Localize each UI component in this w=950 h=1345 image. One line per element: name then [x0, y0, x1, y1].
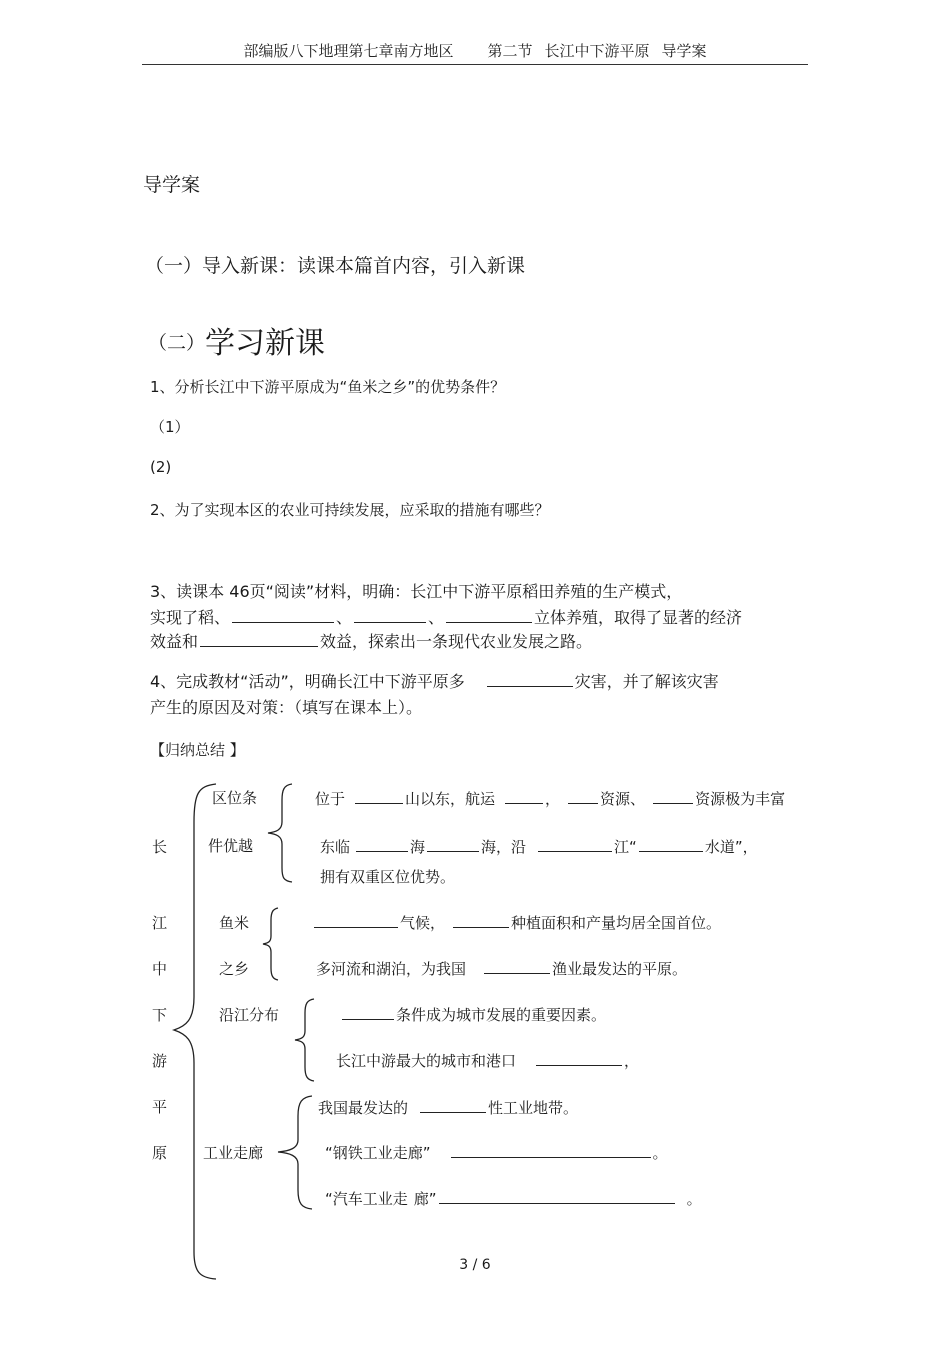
fill-blank[interactable] [568, 789, 598, 804]
summary-text: 资源极为丰富 [695, 790, 786, 808]
fill-blank[interactable] [446, 608, 532, 623]
q4-text: 灾害，并了解该灾害 [574, 672, 719, 691]
header-book: 部编版八下地理第七章南方地区 [243, 42, 454, 60]
summary-text: 。 [686, 1190, 702, 1208]
page-title: 导学案 [143, 174, 201, 196]
fill-blank[interactable] [354, 608, 426, 623]
question-4-line-1 [150, 669, 719, 692]
summary-text: 渔业最发达的平原。 [552, 960, 688, 978]
c1-line-1 [315, 788, 785, 809]
left-char: 中 [152, 960, 168, 978]
fill-blank[interactable] [536, 1051, 622, 1066]
summary-text: 海 [410, 838, 426, 856]
category-1-line-1: 区位条 [212, 789, 258, 807]
fill-blank[interactable] [314, 913, 398, 928]
summary-text: “钢铁工业走廊” [325, 1144, 431, 1162]
summary-text: 水道”， [704, 838, 758, 856]
fill-blank[interactable] [487, 672, 573, 687]
c4-line-2 [325, 1142, 668, 1163]
summary-text: 海，沿 [481, 838, 527, 856]
category-2-line-2: 之乡 [219, 960, 250, 978]
category-3: 沿江分布 [219, 1006, 280, 1024]
left-char: 游 [152, 1052, 168, 1070]
question-3-line-2 [150, 605, 742, 628]
q3-text: 、 [336, 608, 353, 627]
question-1-item-1: （1） [150, 418, 190, 436]
c2-line-1 [312, 912, 721, 933]
question-2: 2、为了实现本区的农业可持续发展，应采取的措施有哪些？ [150, 501, 550, 519]
summary-text: 山以东，航运 [405, 790, 496, 808]
summary-text: 气候， [400, 914, 446, 932]
q3-text: 效益和 [150, 632, 199, 651]
summary-text: 条件成为城市发展的重要因素。 [396, 1006, 607, 1024]
summary-text: 位于 [315, 790, 346, 808]
fill-blank[interactable] [200, 632, 318, 647]
c1-line-3: 拥有双重区位优势。 [320, 868, 456, 886]
fill-blank[interactable] [356, 837, 408, 852]
summary-text: 种植面积和产量均居全国首位。 [511, 914, 722, 932]
summary-text: 长江中游最大的城市和港口 [336, 1052, 517, 1070]
c3-line-2 [336, 1050, 639, 1071]
c3-line-1 [340, 1004, 606, 1025]
left-char: 长 [152, 838, 168, 856]
fill-blank[interactable] [439, 1189, 675, 1204]
summary-title: 【归纳总结 】 [150, 741, 245, 759]
category-2-line-1: 鱼米 [219, 914, 250, 932]
c4-line-3 [325, 1188, 702, 1209]
q4-text: 4、完成教材“活动”，明确长江中下游平原多 [150, 672, 465, 691]
brace-2 [258, 906, 284, 982]
summary-text: 性工业地带。 [488, 1099, 579, 1117]
header-rule [142, 64, 808, 65]
summary-text: ， [545, 790, 561, 808]
fill-blank[interactable] [505, 789, 543, 804]
summary-text: 多河流和湖泊，为我国 [316, 960, 467, 978]
left-char: 下 [152, 1006, 168, 1024]
fill-blank[interactable] [484, 959, 550, 974]
summary-text: “汽车工业走 [325, 1190, 408, 1208]
category-4: 工业走廊 [203, 1144, 264, 1162]
c1-line-2 [320, 836, 758, 857]
category-1-line-2: 件优越 [208, 837, 254, 855]
header-section: 第二节 [487, 42, 533, 60]
left-char: 原 [152, 1144, 168, 1162]
summary-text: ， [624, 1052, 640, 1070]
summary-text: 廊” [413, 1190, 437, 1208]
fill-blank[interactable] [420, 1098, 486, 1113]
q3-text: 实现了稻、 [150, 608, 231, 627]
part2-heading [148, 318, 325, 362]
summary-text: 资源、 [600, 790, 646, 808]
running-header [0, 40, 950, 61]
fill-blank[interactable] [639, 837, 703, 852]
part2-title: 学习新课 [205, 326, 326, 361]
brace-4 [272, 1094, 316, 1212]
fill-blank[interactable] [451, 1143, 651, 1158]
question-3-line-3 [150, 629, 592, 652]
fill-blank[interactable] [342, 1005, 394, 1020]
summary-text: 江“ [614, 838, 637, 856]
header-title: 长江中下游平原 [544, 42, 650, 60]
fill-blank[interactable] [653, 789, 693, 804]
main-brace [168, 782, 220, 1282]
q3-text: 立体养殖，取得了显著的经济 [534, 608, 743, 627]
question-1-item-2: (2) [150, 458, 172, 476]
part1-heading: （一）导入新课：读课本篇首内容，引入新课 [145, 255, 526, 277]
part2-label: （二） [148, 332, 206, 354]
fill-blank[interactable] [538, 837, 612, 852]
left-char: 平 [152, 1098, 168, 1116]
question-3-line-1: 3、读课本 46页“阅读”材料，明确：长江中下游平原稻田养殖的生产模式， [150, 582, 683, 601]
summary-text: 。 [652, 1144, 668, 1162]
page-number: 3 / 6 [459, 1257, 491, 1273]
question-4-line-2: 产生的原因及对策：（填写在课本上）。 [150, 698, 423, 717]
fill-blank[interactable] [355, 789, 403, 804]
summary-text: 东临 [320, 838, 351, 856]
fill-blank[interactable] [427, 837, 479, 852]
brace-1 [262, 782, 296, 884]
fill-blank[interactable] [453, 913, 509, 928]
header-doc: 导学案 [661, 42, 707, 60]
c2-line-2 [316, 958, 687, 979]
q3-text: 、 [428, 608, 445, 627]
left-char: 江 [152, 914, 168, 932]
q3-text: 效益，探索出一条现代农业发展之路。 [320, 632, 593, 651]
brace-3 [290, 997, 320, 1083]
fill-blank[interactable] [232, 608, 334, 623]
summary-text: 我国最发达的 [318, 1099, 409, 1117]
c4-line-1 [318, 1097, 578, 1118]
question-1: 1、分析长江中下游平原成为“鱼米之乡”的优势条件？ [150, 378, 506, 396]
